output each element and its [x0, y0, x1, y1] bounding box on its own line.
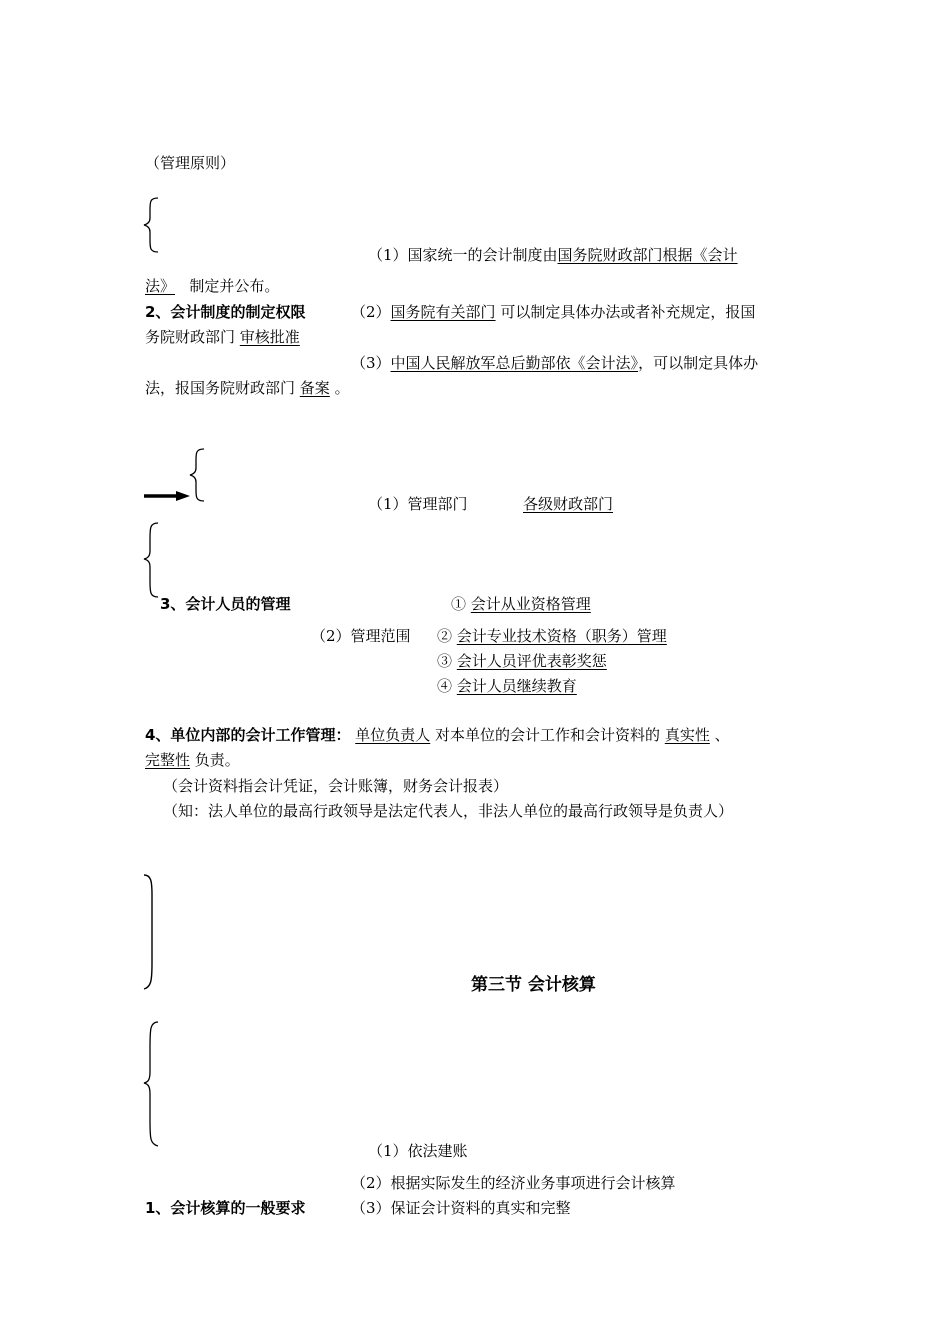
section-4-line: [145, 725, 730, 745]
separator-text: 、: [714, 726, 730, 744]
requirement-item-3: （3）保证会计资料的真实和完整: [351, 1199, 571, 1217]
management-dept-value: 各级财政部门: [523, 495, 614, 513]
section-4-middle: 对本单位的会计工作和会计资料的: [435, 726, 661, 744]
section-3-title: 3、会计人员的管理: [160, 595, 291, 613]
rule-item-2: [351, 302, 755, 322]
left-brace-icon: [140, 196, 164, 254]
rule-item-2-continued: [145, 327, 300, 347]
scope-item-num: ①: [451, 595, 467, 613]
scope-item-text: 会计从业资格管理: [470, 595, 591, 613]
section-4-title: 4、单位内部的会计工作管理：: [145, 726, 351, 744]
scope-item-num: ②: [437, 627, 453, 645]
rule-item-3-underlined-2: 备案: [299, 379, 330, 397]
rule-item-2-underlined-2: 审核批准: [239, 328, 300, 346]
scope-item-2: [437, 626, 667, 646]
arrow-right-icon: [144, 488, 194, 504]
rule-item-3-continued: [145, 378, 350, 398]
rule-item-2-line2: 务院财政部门: [145, 328, 236, 346]
rule-item-1-prefix: （1）国家统一的会计制度由: [368, 246, 558, 264]
completeness-text: 完整性: [145, 751, 191, 769]
requirement-item-2: （2）根据实际发生的经济业务事项进行会计核算: [351, 1174, 676, 1192]
rule-item-3-underlined: 中国人民解放军总后勤部依《会计法》: [390, 354, 639, 372]
section-4-end: 负责。: [194, 751, 240, 769]
rule-item-1-suffix: 制定并公布。: [189, 277, 280, 295]
rule-item-2-underlined: 国务院有关部门: [390, 303, 496, 321]
rule-item-3-end: 。: [334, 379, 350, 397]
management-scope-label: （2）管理范围: [311, 627, 411, 645]
note-legal-representative: （知：法人单位的最高行政领导是法定代表人，非法人单位的最高行政领导是负责人）: [163, 802, 734, 820]
rule-item-2-prefix: （2）: [351, 303, 391, 321]
scope-item-4: [437, 676, 577, 696]
section-5-title: 1、会计核算的一般要求: [145, 1199, 306, 1217]
section-4-line-2: [145, 750, 240, 770]
scope-item-num: ③: [437, 652, 453, 670]
note-accounting-materials: （会计资料指会计凭证，会计账簿，财务会计报表）: [163, 777, 509, 795]
rule-item-3-prefix: （3）: [351, 354, 391, 372]
scope-item-1: [451, 594, 591, 614]
section-2-title: 2、会计制度的制定权限: [145, 303, 306, 321]
authenticity-text: 真实性: [664, 726, 710, 744]
scope-item-text: 会计专业技术资格（职务）管理: [456, 627, 667, 645]
scope-item-num: ④: [437, 677, 453, 695]
management-principle-label: （管理原则）: [145, 154, 236, 172]
rule-item-1-underlined: 国务院财政部门根据《会计: [557, 246, 738, 264]
rule-item-1: [368, 245, 738, 265]
rule-item-3-suffix: ，可以制定具体办: [638, 354, 759, 372]
rule-item-3: [351, 353, 758, 373]
right-brace-icon: [140, 873, 164, 991]
left-brace-icon: [140, 1020, 164, 1148]
requirement-item-1: （1）依法建账: [368, 1142, 468, 1160]
left-brace-icon: [140, 521, 164, 599]
scope-item-text: 会计人员评优表彰奖惩: [456, 652, 607, 670]
scope-item-3: [437, 651, 607, 671]
section-heading: 第三节 会计核算: [471, 975, 596, 995]
rule-item-1-continued: [145, 276, 279, 296]
scope-item-text: 会计人员继续教育: [456, 677, 577, 695]
rule-item-2-suffix: 可以制定具体办法或者补充规定，报国: [500, 303, 756, 321]
responsible-person: 单位负责人: [355, 726, 431, 744]
rule-item-3-line2: 法，报国务院财政部门: [145, 379, 296, 397]
rule-item-1-underlined-end: 法》: [145, 277, 176, 295]
management-dept-label: （1）管理部门: [368, 495, 468, 513]
